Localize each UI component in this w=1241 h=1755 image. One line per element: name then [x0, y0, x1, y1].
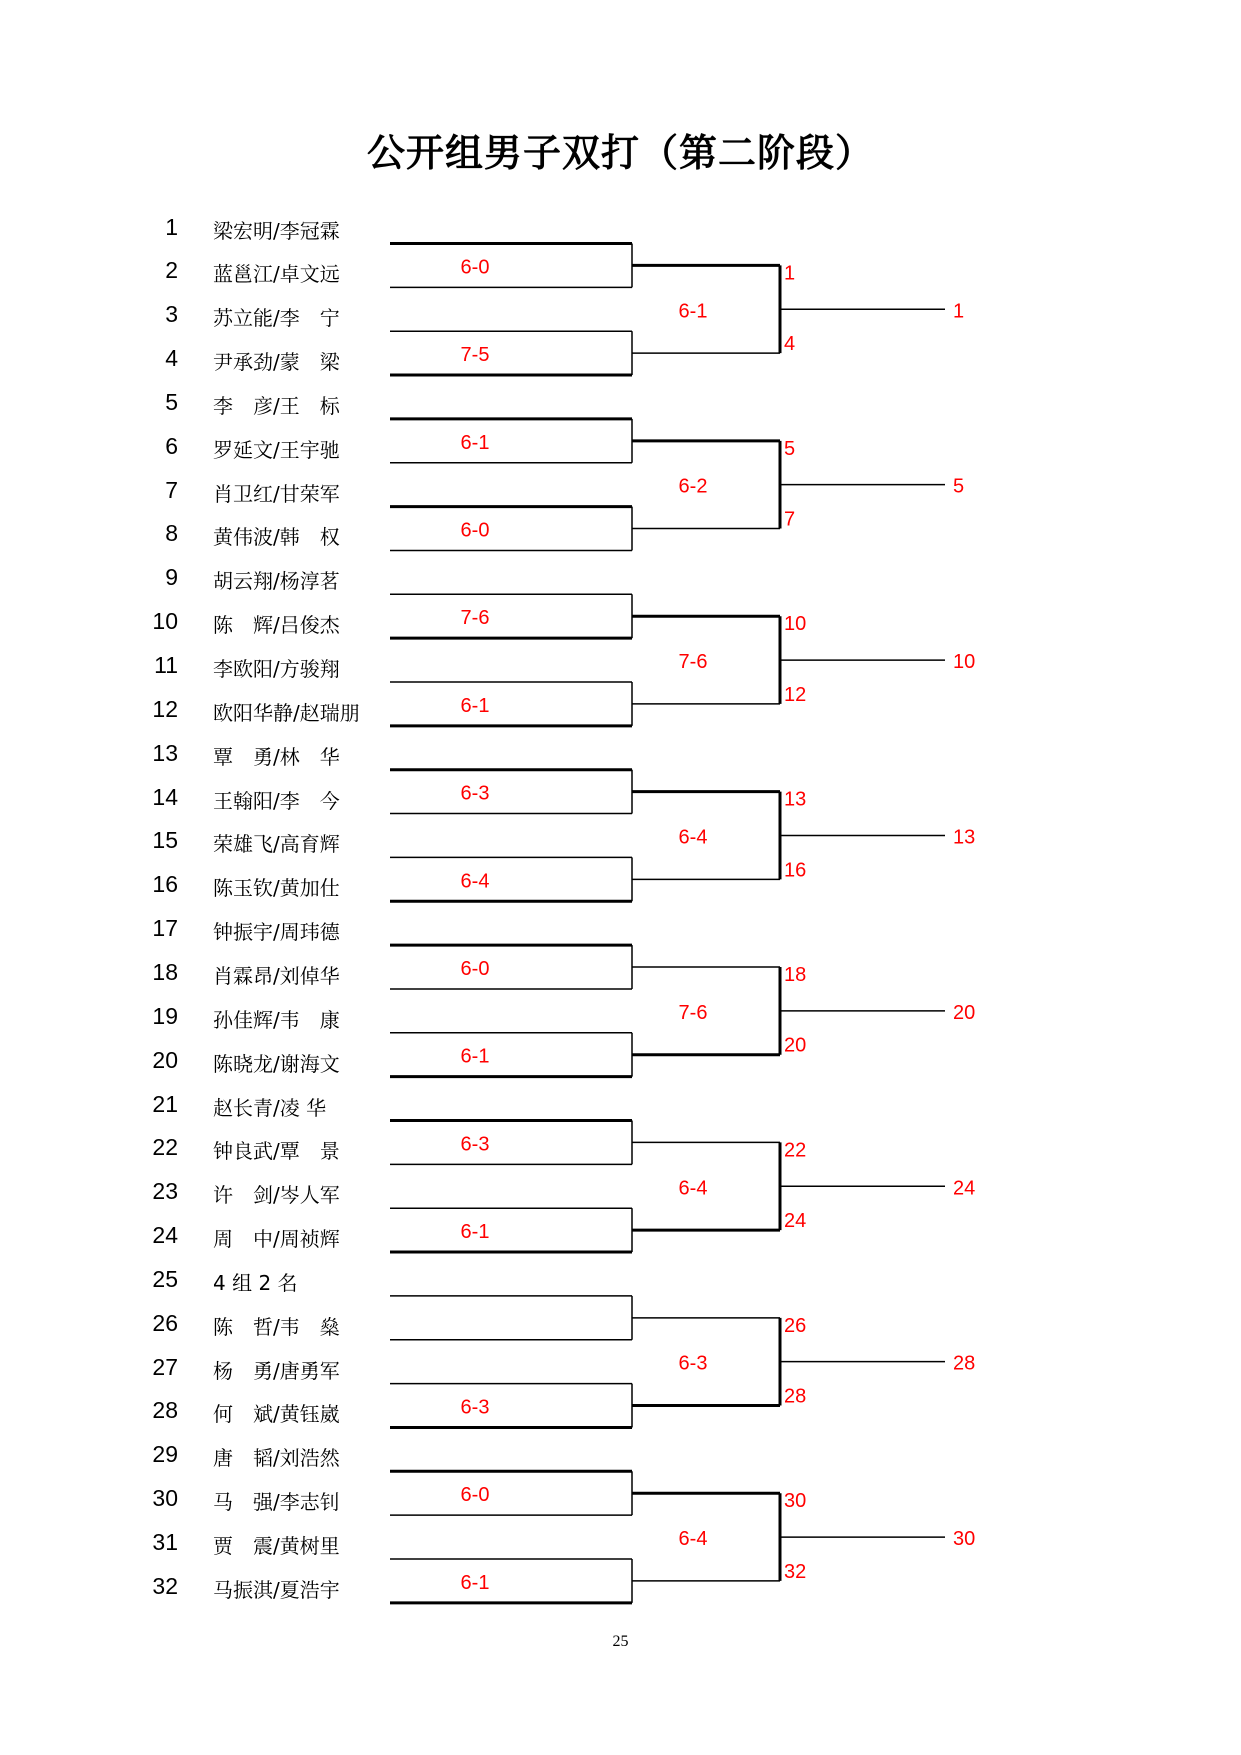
- seed-number: 27: [152, 1353, 178, 1380]
- seed-number: 8: [165, 520, 178, 547]
- seed-number: 24: [152, 1222, 178, 1249]
- winner-seed: 28: [953, 1352, 976, 1375]
- match-score: 6-0: [460, 519, 490, 542]
- match-score: 6-3: [460, 1396, 490, 1419]
- match-score: 7-6: [678, 1001, 708, 1024]
- seed-number: 12: [152, 695, 178, 722]
- team-name: 马振淇/夏浩宇: [213, 1577, 340, 1602]
- advance-seed: 7: [784, 508, 796, 531]
- seed-number: 11: [154, 652, 178, 678]
- match-score: 7-6: [678, 651, 708, 674]
- team-name: 赵长青/凌 华: [213, 1095, 327, 1120]
- match-score: 6-4: [678, 1177, 708, 1200]
- winner-seed: 24: [953, 1177, 976, 1200]
- team-name: 陈 辉/吕俊杰: [213, 613, 340, 638]
- team-name: 李 彦/王 标: [213, 393, 340, 418]
- team-name: 肖霖昂/刘倬华: [213, 963, 340, 988]
- match-score: 6-4: [460, 870, 490, 893]
- seed-number: 29: [152, 1441, 178, 1468]
- team-name: 杨 勇/唐勇军: [213, 1358, 340, 1383]
- team-name: 尹承劲/蒙 梁: [213, 350, 340, 375]
- advance-seed: 13: [784, 788, 807, 811]
- match-score: 6-1: [460, 431, 490, 454]
- advance-seed: 12: [784, 683, 807, 706]
- match-score: 6-1: [460, 1571, 490, 1594]
- advance-seed: 20: [784, 1034, 807, 1057]
- seed-number: 20: [152, 1046, 178, 1073]
- match-score: 6-1: [678, 300, 708, 323]
- advance-seed: 5: [784, 437, 796, 460]
- team-name: 梁宏明/李冠霖: [213, 218, 340, 243]
- advance-seed: 10: [784, 613, 807, 636]
- team-name: 欧阳华静/赵瑞朋: [213, 700, 360, 725]
- winner-seed: 30: [953, 1528, 976, 1551]
- match-score: 6-1: [460, 694, 490, 717]
- team-name: 王翰阳/李 今: [213, 788, 340, 813]
- advance-seed: 32: [784, 1560, 807, 1583]
- seed-number: 30: [152, 1485, 178, 1512]
- seed-number: 25: [152, 1265, 178, 1292]
- seed-number: 26: [152, 1309, 178, 1336]
- team-name: 何 斌/黄钰崴: [213, 1402, 340, 1427]
- team-name: 蓝邕江/卓文远: [213, 262, 340, 287]
- team-name: 唐 韬/刘浩然: [213, 1446, 340, 1471]
- seed-number: 3: [165, 301, 178, 328]
- advance-seed: 28: [784, 1385, 807, 1408]
- seed-number: 31: [152, 1529, 178, 1555]
- match-score: 6-1: [460, 1221, 490, 1244]
- match-score: 6-0: [460, 1484, 490, 1507]
- seed-number: 22: [152, 1134, 178, 1161]
- advance-seed: 1: [784, 262, 796, 285]
- seed-number: 9: [165, 564, 178, 591]
- advance-seed: 22: [784, 1139, 807, 1162]
- team-name: 周 中/周祯辉: [213, 1227, 340, 1252]
- match-score: 6-3: [678, 1352, 708, 1375]
- seed-number: 23: [152, 1178, 178, 1205]
- seed-number: 1: [165, 213, 178, 240]
- team-name: 钟良武/覃 景: [213, 1139, 340, 1164]
- team-name: 陈玉钦/黄加仕: [213, 876, 340, 901]
- seed-number: 32: [152, 1572, 178, 1599]
- seed-number: 2: [165, 257, 178, 284]
- seed-number: 18: [152, 958, 178, 985]
- team-name: 荣雄飞/高育辉: [213, 832, 340, 857]
- match-score: 7-6: [460, 607, 490, 630]
- match-score: 6-3: [460, 1133, 490, 1156]
- seed-number: 28: [152, 1397, 178, 1424]
- winner-seed: 13: [953, 826, 976, 849]
- team-name: 苏立能/李 宁: [213, 306, 340, 331]
- page-number: 25: [612, 1633, 629, 1650]
- advance-seed: 24: [784, 1210, 807, 1233]
- advance-seed: 30: [784, 1490, 807, 1513]
- team-name: 马 强/李志钊: [213, 1490, 340, 1515]
- seed-number: 14: [152, 783, 178, 810]
- winner-seed: 20: [953, 1001, 976, 1024]
- team-name: 许 剑/岑人军: [213, 1183, 340, 1208]
- match-score: 6-1: [460, 1045, 490, 1068]
- match-score: 6-4: [678, 1528, 708, 1551]
- team-name: 覃 勇/林 华: [213, 744, 340, 769]
- seed-number: 15: [152, 827, 178, 854]
- advance-seed: 16: [784, 859, 807, 882]
- match-score: 7-5: [460, 344, 490, 367]
- team-name: 陈晓龙/谢海文: [213, 1051, 340, 1076]
- seed-number: 4: [165, 345, 178, 372]
- team-name: 孙佳辉/韦 康: [213, 1007, 340, 1032]
- seed-number: 7: [165, 476, 178, 503]
- match-score: 6-2: [678, 475, 708, 498]
- winner-seed: 1: [953, 300, 965, 323]
- match-score: 6-0: [460, 958, 490, 981]
- team-name: 贾 震/黄树里: [213, 1534, 340, 1558]
- team-name: 胡云翔/杨淳茗: [213, 569, 340, 594]
- team-name: 4 组 2 名: [213, 1270, 298, 1295]
- team-name: 陈 哲/韦 燊: [213, 1314, 340, 1339]
- seed-number: 5: [165, 388, 178, 415]
- seed-number: 19: [152, 1002, 178, 1029]
- match-score: 6-3: [460, 782, 490, 805]
- match-score: 6-0: [460, 256, 490, 279]
- team-name: 黄伟波/韩 权: [213, 525, 340, 550]
- team-name: 钟振宇/周玮德: [213, 920, 340, 945]
- page-title: 公开组男子双打（第二阶段）: [366, 131, 874, 175]
- team-name: 肖卫红/甘荣军: [213, 481, 340, 506]
- seed-number: 16: [152, 871, 178, 898]
- seed-number: 17: [152, 915, 178, 942]
- advance-seed: 4: [784, 333, 796, 356]
- advance-seed: 26: [784, 1314, 807, 1337]
- seed-number: 13: [152, 739, 178, 766]
- advance-seed: 18: [784, 964, 807, 987]
- seed-number: 6: [165, 432, 178, 459]
- seed-number: 10: [152, 608, 178, 635]
- seed-number: 21: [152, 1090, 178, 1117]
- winner-seed: 5: [953, 475, 965, 498]
- team-name: 罗延文/王宇驰: [213, 437, 340, 462]
- match-score: 6-4: [678, 826, 708, 849]
- winner-seed: 10: [953, 651, 976, 674]
- team-name: 李欧阳/方骏翔: [213, 657, 340, 681]
